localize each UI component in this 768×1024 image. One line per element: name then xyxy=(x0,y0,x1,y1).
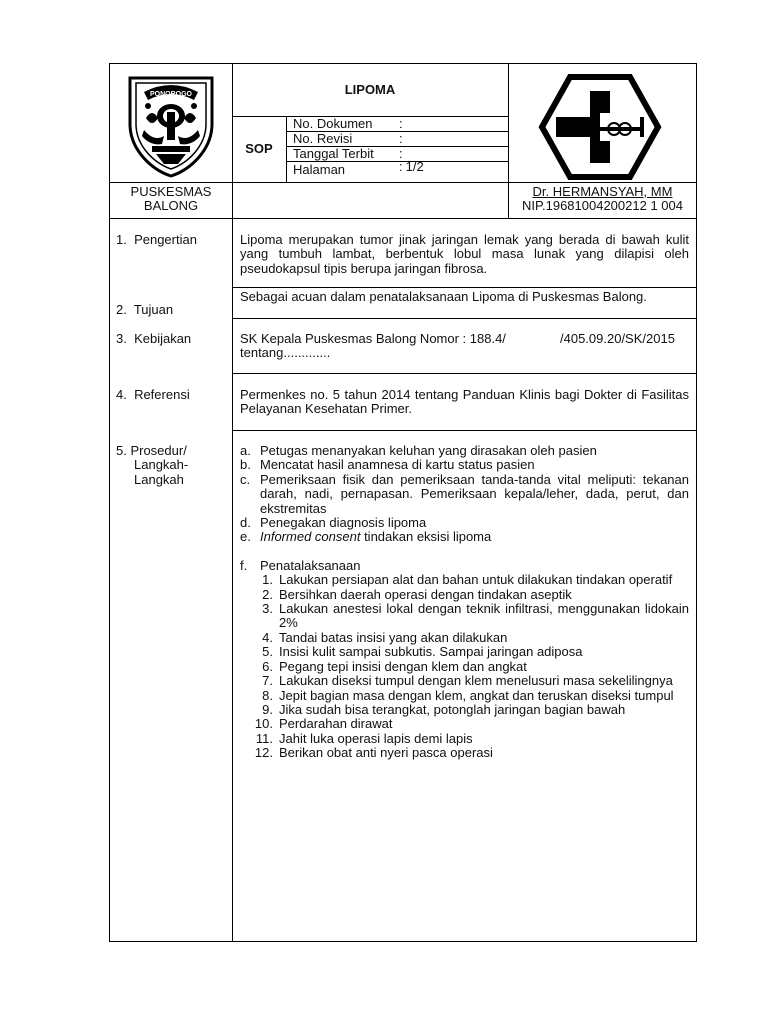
step-number: 9. xyxy=(262,701,273,717)
list-text: Penatalaksanaan xyxy=(260,557,361,573)
step-number: 4. xyxy=(262,629,273,645)
step-number: 3. xyxy=(262,601,273,617)
list-marker: e. xyxy=(240,529,251,545)
step-text: Perdarahan dirawat xyxy=(279,716,393,732)
section-text-kebijakan xyxy=(240,332,689,361)
list-item xyxy=(240,473,689,516)
step-item xyxy=(254,588,689,602)
step-number: 5. xyxy=(262,644,273,660)
step-number: 11. xyxy=(255,730,273,746)
field-colon: : xyxy=(399,131,403,146)
list-item xyxy=(240,444,689,458)
step-text: Jahit luka operasi lapis demi lapis xyxy=(279,730,473,746)
step-number: 7. xyxy=(262,673,273,689)
prosedur-label-line-1: 5. Prosedur/ xyxy=(116,443,187,458)
ponorogo-emblem xyxy=(118,72,224,180)
list-text: Penegakan diagnosis lipoma xyxy=(260,515,427,531)
field-label: Halaman xyxy=(293,162,346,177)
step-number: 2. xyxy=(262,586,273,602)
section-text-tujuan: Sebagai acuan dalam penatalaksanaan Lipoma di Puskesmas Balong. xyxy=(240,289,647,304)
step-item xyxy=(254,573,689,587)
section-label-prosedur xyxy=(116,444,188,487)
step-text: Pegang tepi insisi dengan klem dan angkat xyxy=(279,658,527,674)
step-number: 12. xyxy=(254,745,273,761)
step-item xyxy=(254,660,689,674)
org-line-1: PUSKESMAS xyxy=(130,184,212,199)
section-label-referensi: 4. Referensi xyxy=(116,387,190,402)
puskesmas-name xyxy=(110,185,232,214)
step-item xyxy=(254,732,689,746)
field-label: No. Dokumen xyxy=(293,116,373,131)
list-item xyxy=(240,559,689,573)
step-text: Tandai batas insisi yang akan dilakukan xyxy=(279,629,508,645)
list-marker: d. xyxy=(240,515,251,531)
step-text: Jika sudah bisa terangkat, potonglah jaringan bagian bawah xyxy=(279,701,626,717)
field-label: No. Revisi xyxy=(293,131,353,146)
step-text: Bersihkan daerah operasi dengan tindakan aseptik xyxy=(279,586,572,602)
penatalaksanaan-steps xyxy=(254,573,689,760)
list-text: tindakan eksisi lipoma xyxy=(360,529,492,545)
step-item xyxy=(254,703,689,717)
field-colon: : xyxy=(399,159,403,174)
prosedur-content xyxy=(240,444,689,761)
section-label-pengertian: 1. Pengertian xyxy=(116,232,197,247)
sop-label: SOP xyxy=(245,141,273,156)
step-item xyxy=(254,602,689,631)
doctor-nip: NIP.19681004200212 1 004 xyxy=(522,198,683,214)
list-text: Pemeriksaan fisik dan pemeriksaan tanda-tanda vital meliputi: tekanan darah, nadi, pernapasan. Pemeriksaan kepala/leher, dada, perut, dan ekstremitas xyxy=(260,471,689,516)
field-colon: : xyxy=(399,146,403,161)
list-marker: b. xyxy=(240,457,251,473)
step-text: Lakukan diseksi tumpul dengan klem menelusuri masa sekelilingnya xyxy=(279,673,673,689)
list-item xyxy=(240,458,689,472)
section-text-pengertian: Lipoma merupakan tumor jinak jaringan lemak yang berada di bawah kulit yang tumbuh lambat, berbentuk lobul masa lunak yang dilapisi oleh pseudokapsul tipis berupa jaringan fibrosa. xyxy=(240,232,689,276)
step-item xyxy=(254,674,689,688)
step-text: Lakukan anestesi lokal dengan teknik infiltrasi, menggunakan lidokain 2% xyxy=(279,601,689,631)
step-item xyxy=(254,717,689,731)
field-value: 1/2 xyxy=(405,159,424,174)
step-number: 1. xyxy=(262,572,273,588)
kebijakan-line-1b: /405.09.20/SK/2015 xyxy=(560,331,675,346)
doc-field-halaman xyxy=(293,159,505,177)
list-marker: f. xyxy=(240,557,248,573)
step-number: 6. xyxy=(262,658,273,674)
doc-field-no-revisi xyxy=(293,132,505,146)
section-label-kebijakan: 3. Kebijakan xyxy=(116,331,192,346)
kebijakan-line-2: tentang............. xyxy=(240,345,331,361)
org-line-2: BALONG xyxy=(143,198,199,214)
step-item xyxy=(254,631,689,645)
prosedur-list xyxy=(240,444,689,573)
step-item xyxy=(254,746,689,760)
list-text: Mencatat hasil anamnesa di kartu status pasien xyxy=(260,457,535,473)
prosedur-label-line-3: Langkah xyxy=(134,471,184,487)
step-text: Insisi kulit sampai subkutis. Sampai jaringan adiposa xyxy=(279,644,583,660)
prosedur-label-line-2: Langkah- xyxy=(134,457,189,473)
section-label-tujuan: 2. Tujuan xyxy=(116,302,174,317)
step-text: Jepit bagian masa dengan klem, angkat dan teruskan diseksi tumpul xyxy=(279,687,674,703)
field-label: Tanggal Terbit xyxy=(293,146,374,161)
list-item xyxy=(240,530,689,544)
list-marker: c. xyxy=(240,471,251,487)
list-marker: a. xyxy=(240,443,251,458)
kebijakan-line-1a: SK Kepala Puskesmas Balong Nomor : 188.4/ xyxy=(240,331,506,346)
step-item xyxy=(254,689,689,703)
puskesmas-logo xyxy=(538,73,662,181)
doctor-signature-block xyxy=(509,185,696,214)
doctor-name: Dr. HERMANSYAH, MM xyxy=(532,184,673,199)
document-title: LIPOMA xyxy=(344,82,396,97)
svg-text:PONOROGO: PONOROGO xyxy=(149,91,193,98)
step-number: 8. xyxy=(262,687,273,703)
step-text: Berikan obat anti nyeri pasca operasi xyxy=(279,745,493,761)
doc-field-no-dokumen xyxy=(293,117,505,131)
step-number: 10. xyxy=(254,716,273,732)
field-colon: : xyxy=(399,116,403,131)
informed-consent-text: Informed consent xyxy=(260,529,361,545)
section-text-referensi: Permenkes no. 5 tahun 2014 tentang Panduan Klinis bagi Dokter di Fasilitas Pelayanan Kesehatan Primer. xyxy=(240,387,689,417)
step-text: Lakukan persiapan alat dan bahan untuk dilakukan tindakan operatif xyxy=(279,572,673,588)
list-text: Petugas menanyakan keluhan yang dirasakan oleh pasien xyxy=(260,443,597,458)
list-item xyxy=(240,516,689,530)
step-item xyxy=(254,645,689,659)
